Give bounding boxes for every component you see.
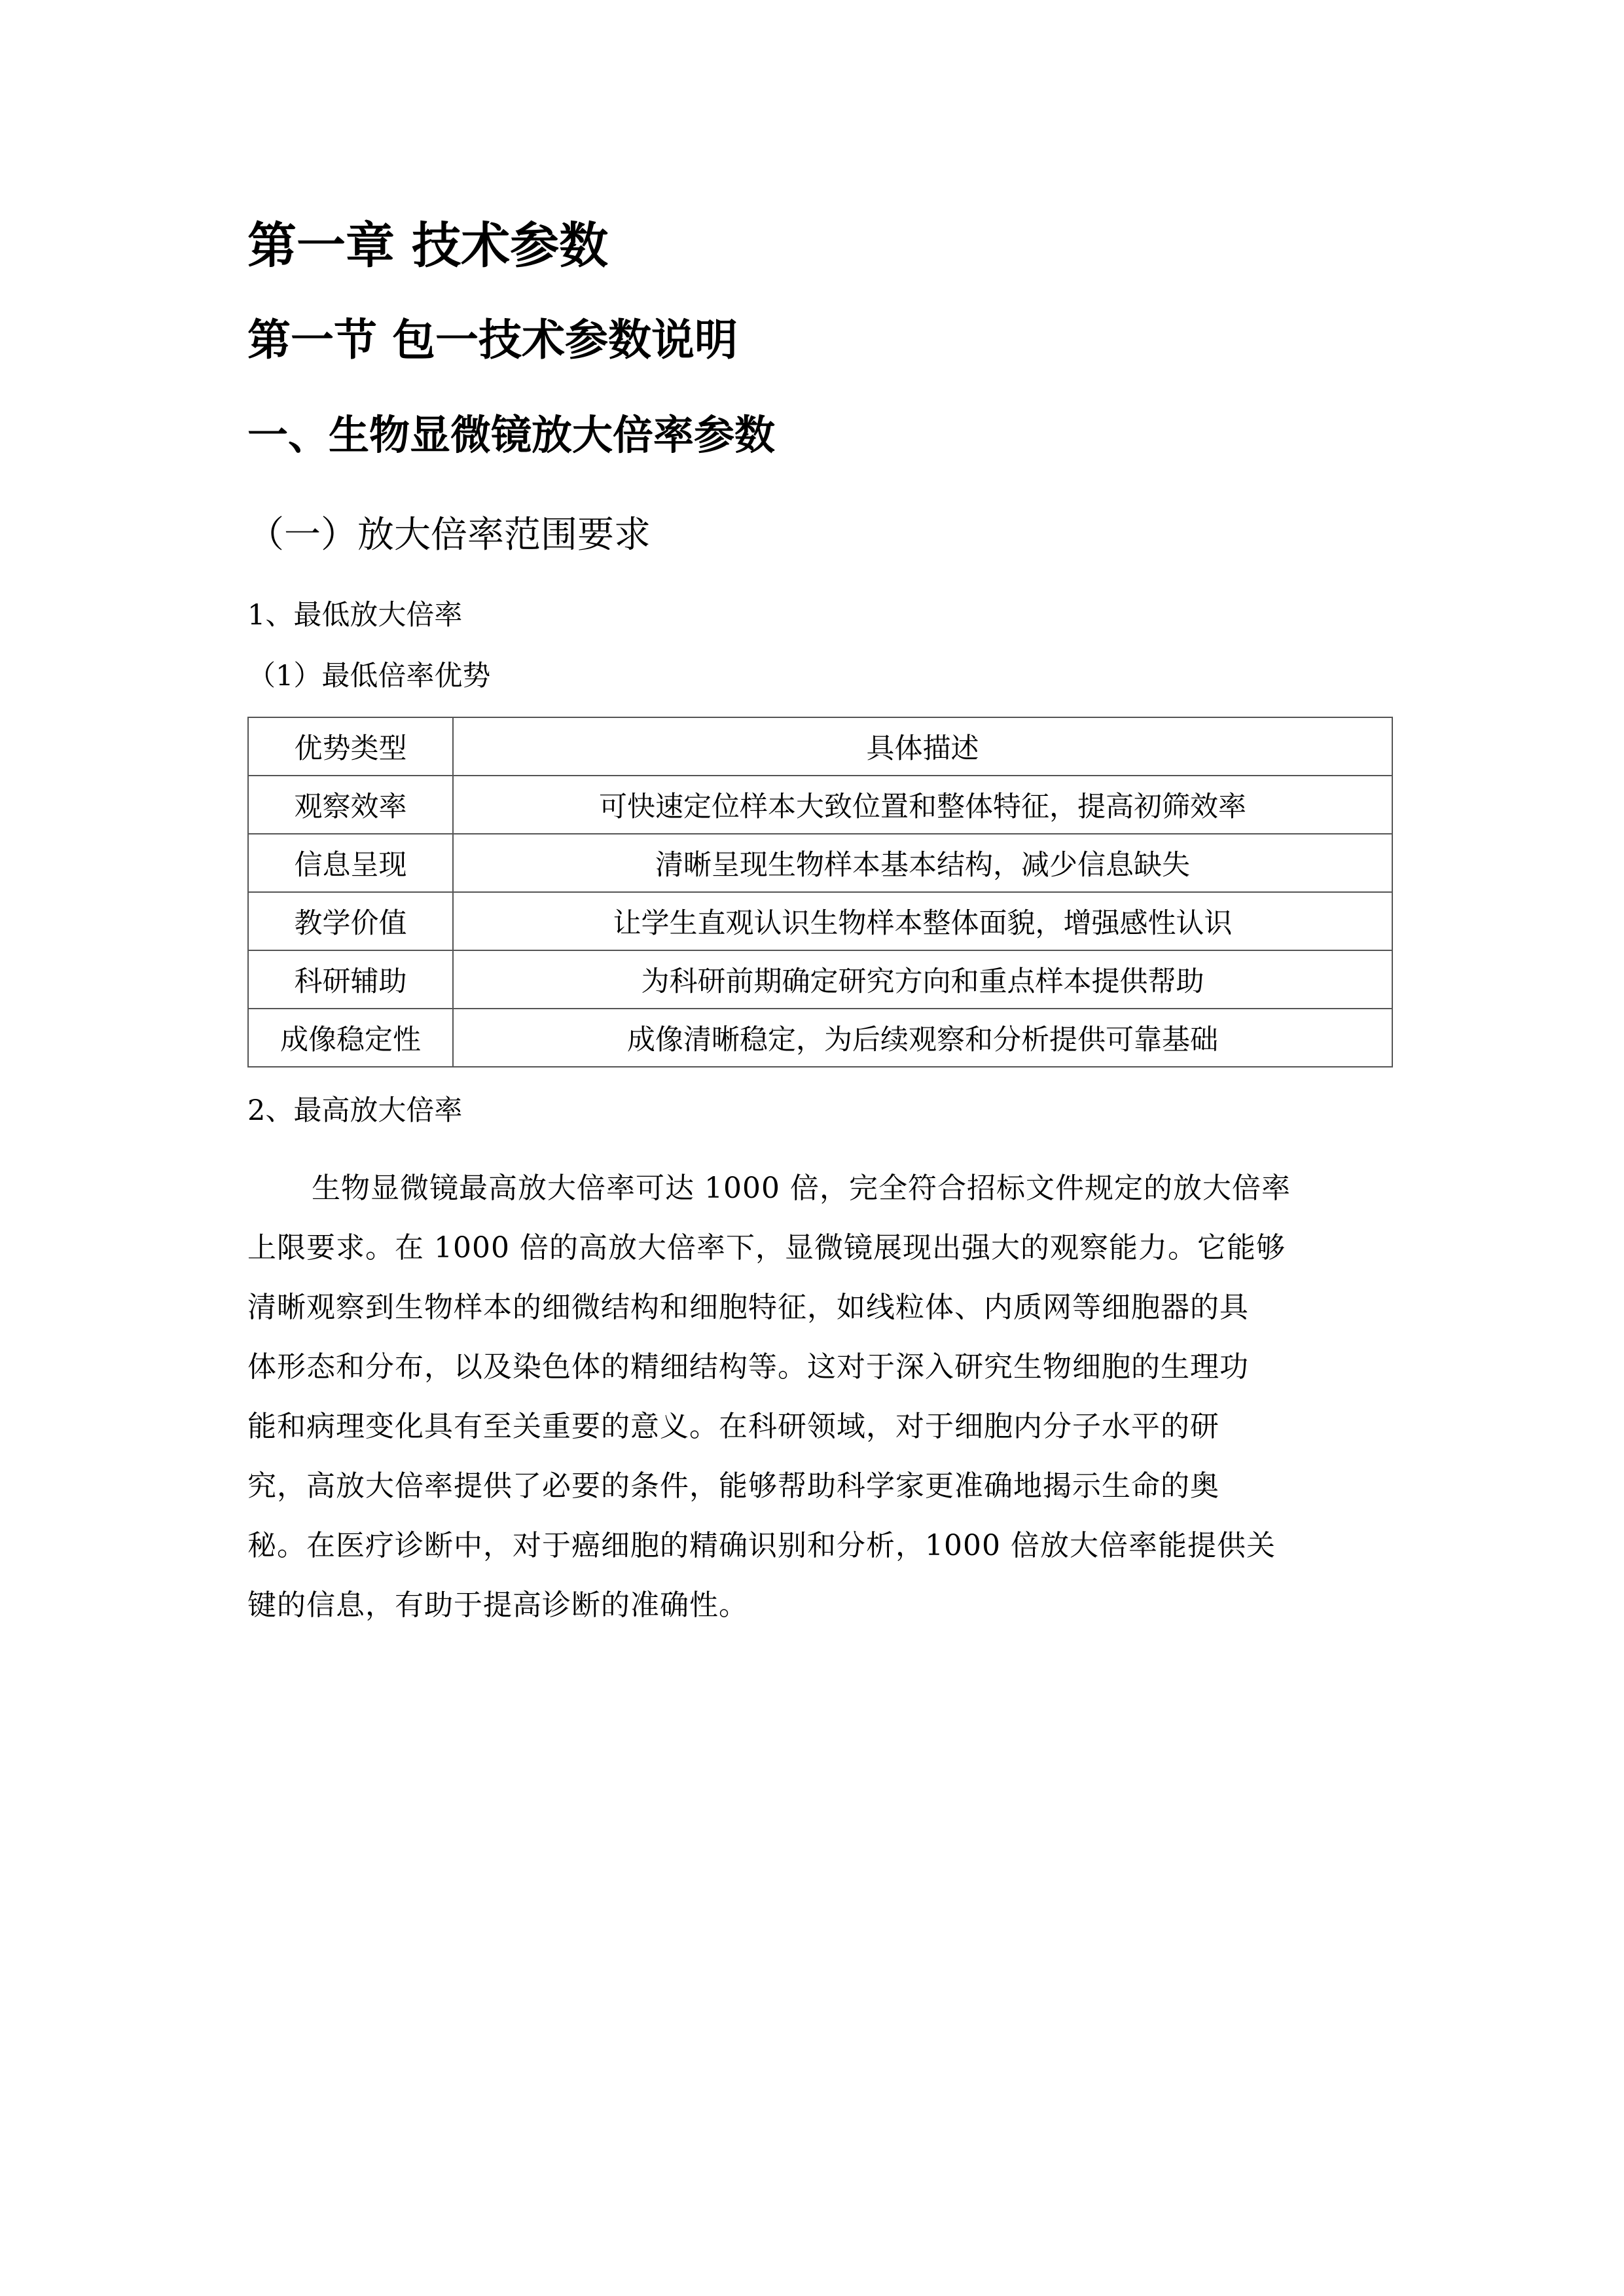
chapter-title: 第一章 技术参数 xyxy=(247,217,609,274)
table-row xyxy=(248,1009,1392,1067)
part-title: （一）放大倍率范围要求 xyxy=(247,514,651,556)
item2-title: 2、最高放大倍率 xyxy=(247,1094,463,1127)
body-paragraph xyxy=(247,1158,1393,1635)
table-row xyxy=(248,776,1392,834)
table-cell-type: 信息呈现 xyxy=(248,834,453,892)
table-cell-description: 为科研前期确定研究方向和重点样本提供帮助 xyxy=(453,950,1392,1009)
table-cell-type: 观察效率 xyxy=(248,776,453,834)
table-row xyxy=(248,892,1392,950)
table-row xyxy=(248,950,1392,1009)
section-title: 第一节 包一技术参数说明 xyxy=(247,315,738,365)
table-header-cell: 具体描述 xyxy=(453,717,1392,776)
paragraph-line: 清晰观察到生物样本的细微结构和细胞特征，如线粒体、内质网等细胞器的具 xyxy=(247,1291,1249,1324)
paragraph-line: 秘。在医疗诊断中，对于癌细胞的精确识别和分析，1000 倍放大倍率能提供关 xyxy=(247,1529,1276,1562)
table-cell-description: 让学生直观认识生物样本整体面貌，增强感性认识 xyxy=(453,892,1392,950)
table-cell-type: 科研辅助 xyxy=(248,950,453,1009)
table-cell-type: 成像稳定性 xyxy=(248,1009,453,1067)
subsection-title: 一、生物显微镜放大倍率参数 xyxy=(247,411,776,459)
table-row xyxy=(248,834,1392,892)
table-cell-description: 成像清晰稳定，为后续观察和分析提供可靠基础 xyxy=(453,1009,1392,1067)
paragraph-line: 上限要求。在 1000 倍的高放大倍率下，显微镜展现出强大的观察能力。它能够 xyxy=(247,1231,1286,1265)
paragraph-line: 生物显微镜最高放大倍率可达 1000 倍，完全符合招标文件规定的放大倍率 xyxy=(312,1172,1291,1205)
table-header-cell: 优势类型 xyxy=(248,717,453,776)
item1-title: 1、最低放大倍率 xyxy=(247,599,463,632)
paragraph-line: 究，高放大倍率提供了必要的条件，能够帮助科学家更准确地揭示生命的奥 xyxy=(247,1469,1219,1503)
paragraph-line: 键的信息，有助于提高诊断的准确性。 xyxy=(247,1588,748,1622)
advantages-table xyxy=(247,717,1393,1067)
paragraph-line: 能和病理变化具有至关重要的意义。在科研领域，对于细胞内分子水平的研 xyxy=(247,1410,1219,1443)
table-header-row xyxy=(248,717,1392,776)
table-cell-description: 可快速定位样本大致位置和整体特征，提高初筛效率 xyxy=(453,776,1392,834)
paragraph-line: 体形态和分布，以及染色体的精细结构等。这对于深入研究生物细胞的生理功 xyxy=(247,1350,1249,1384)
table-cell-description: 清晰呈现生物样本基本结构，减少信息缺失 xyxy=(453,834,1392,892)
table-cell-type: 教学价值 xyxy=(248,892,453,950)
item1-sub-title: （1）最低倍率优势 xyxy=(247,660,491,692)
